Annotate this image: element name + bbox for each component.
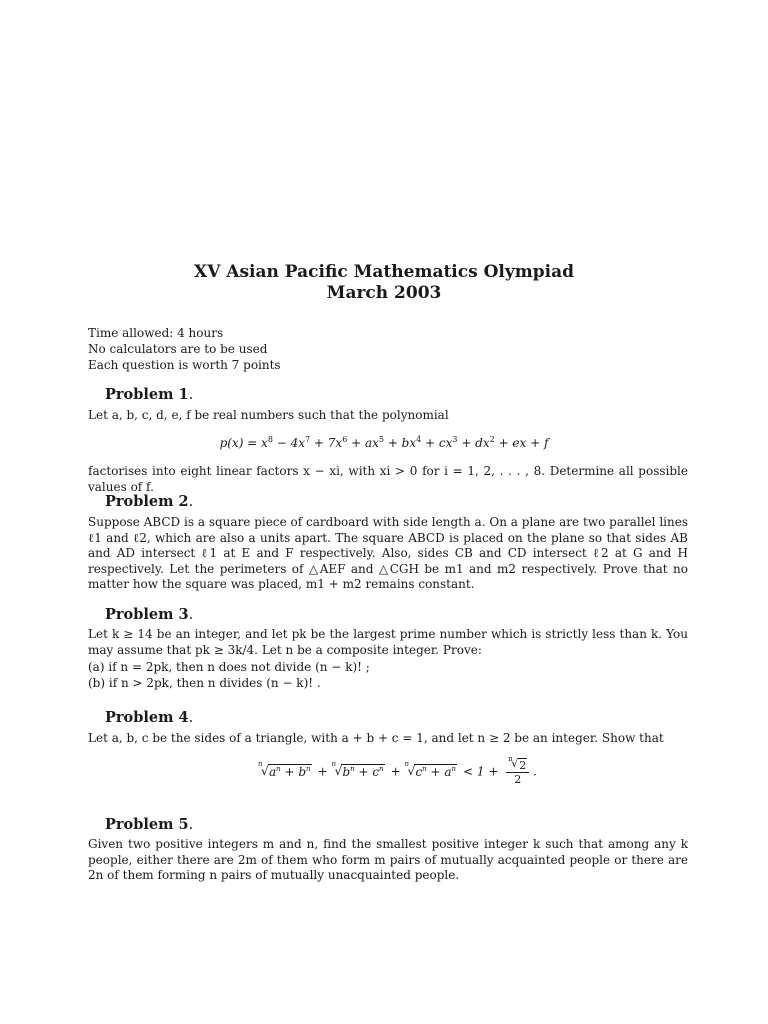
problem-5-text: Given two positive integers m and n, find the smallest positive integer k such that among any k people, either there are 2m of them who form m pairs of mutually acquainted people or there are 2n of them forming n pairs of mutually unacquainted people. [88, 837, 688, 883]
points-rule: Each question is worth 7 points [88, 358, 281, 372]
problem-1-intro: Let a, b, c, d, e, f be real numbers such that the polynomial [88, 408, 449, 422]
problem-3-heading: Problem 3. [105, 606, 194, 623]
problem-3-part-a: (a) if n = 2pk, then n does not divide (n − k)! ; [88, 660, 370, 674]
time-allowed: Time allowed: 4 hours [88, 326, 224, 340]
calculator-rule: No calculators are to be used [88, 342, 268, 356]
problem-1-outro: factorises into eight linear factors x − xi, with xi > 0 for i = 1, 2, . . . , 8. Determine all possible values of f. [88, 464, 688, 494]
title: XV Asian Pacific Mathematics Olympiad [194, 262, 574, 282]
problem-3-part-b: (b) if n > 2pk, then n divides (n − k)! . [88, 676, 321, 690]
exam-rules [88, 325, 281, 373]
problem-1-heading: Problem 1. [105, 386, 194, 403]
problem-2-heading: Problem 2. [105, 493, 194, 510]
problem-5-heading: Problem 5. [105, 816, 194, 833]
date: March 2003 [326, 283, 442, 303]
problem-2-text: Suppose ABCD is a square piece of cardboard with side length a. On a plane are two parallel lines ℓ1 and ℓ2, which are also a units apart. The square ABCD is placed on the plane so that sides AB and AD intersect ℓ1 at E and F respectively. Also, sides CB and CD intersect ℓ2 at G and H respectively. Let the perimeters of △AEF and △CGH be m1 and m2 respectively. Prove that no matter how the square was placed, m1 + m2 remains constant. [88, 515, 688, 592]
problem-3-text: Let k ≥ 14 be an integer, and let pk be the largest prime number which is strictly less than k. You may assume that pk ≥ 3k/4. Let n be a composite integer. Prove: [88, 627, 688, 657]
title-block [0, 262, 768, 304]
problem-4-formula: n √ $a^n + b^n$ + n √ $b^n + c^n$ + n √ $c^n + a^n < 1$ + n √ 2 2 . [258, 758, 537, 786]
problem-1-formula: $p(x) = x^8 - 4x^7 + 7x^6 + ax^5 + bx^4 + cx^3 + dx^2$ + ex + f [219, 435, 549, 450]
problem-4-heading: Problem 4. [105, 709, 194, 726]
problem-4-text: Let a, b, c be the sides of a triangle, with a + b + c = 1, and let n ≥ 2 be an integer. Show that [88, 731, 664, 745]
